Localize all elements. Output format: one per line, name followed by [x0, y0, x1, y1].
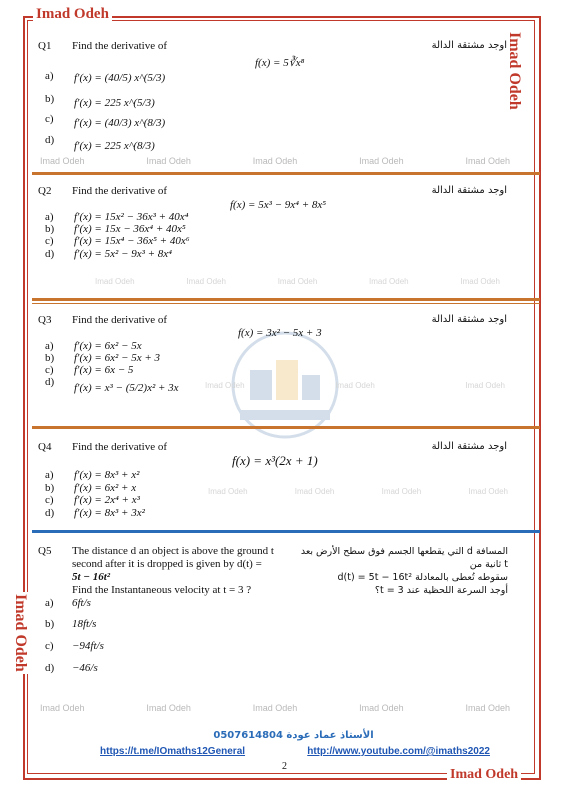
q5-line: 5t − 16t²	[72, 571, 111, 583]
q4-option-a[interactable]: f′(x) = 8x³ + x²	[74, 469, 140, 481]
q3-option-b[interactable]: f′(x) = 6x² − 5x + 3	[74, 352, 161, 364]
watermark-text: Imad Odeh	[146, 156, 191, 166]
q4-option-letter: a)	[45, 469, 54, 481]
q2-arabic-prompt: اوجد مشتقة الدالة	[431, 185, 507, 196]
telegram-link[interactable]: https://t.me/IOmaths12General	[100, 746, 246, 757]
q5-arabic-line: سقوطه تُعطى بالمعادلة d(t) = 5t − 16t²	[337, 572, 508, 583]
q1-option-a[interactable]: f′(x) = (40/5) x^(5/3)	[74, 72, 166, 84]
brand-label-left: Imad Odeh	[12, 594, 29, 672]
section-divider	[32, 172, 540, 175]
teacher-contact: الأستاذ عماد عودة 0507614804	[213, 730, 374, 741]
q4-option-d[interactable]: f′(x) = 8x³ + 3x²	[74, 507, 145, 519]
q3-option-letter: c)	[45, 364, 54, 376]
watermark-text: Imad Odeh	[335, 381, 375, 390]
q3-prompt: Find the derivative of	[72, 314, 168, 326]
q3-arabic-prompt: اوجد مشتقة الدالة	[431, 314, 507, 325]
q2-option-letter: a)	[45, 211, 54, 223]
q4-option-letter: b)	[45, 482, 55, 494]
footer-links	[100, 746, 490, 757]
section-divider	[32, 298, 540, 301]
watermark-text: Imad Odeh	[465, 156, 510, 166]
q4-option-c[interactable]: f′(x) = 2x⁴ + x³	[74, 494, 140, 506]
q1-option-letter: a)	[45, 70, 54, 82]
watermark-text: Imad Odeh	[40, 156, 85, 166]
watermark-text: Imad Odeh	[294, 487, 335, 496]
watermark-text: Imad Odeh	[460, 277, 500, 286]
q5-number: Q5	[38, 545, 52, 557]
watermark-row	[40, 703, 510, 713]
q5-option-c[interactable]: −94ft/s	[72, 640, 104, 652]
q4-prompt: Find the derivative of	[72, 441, 168, 453]
q4-arabic-prompt: اوجد مشتقة الدالة	[431, 441, 507, 452]
q1-option-b[interactable]: f′(x) = 225 x^(5/3)	[74, 97, 155, 109]
watermark-text: Imad Odeh	[468, 487, 508, 496]
q1-prompt: Find the derivative of	[72, 40, 168, 52]
section-divider-thin	[32, 303, 540, 304]
q5-option-letter: a)	[45, 597, 54, 609]
q5-arabic-prompt	[296, 545, 508, 597]
q5-option-b[interactable]: 18ft/s	[72, 618, 97, 630]
q3-option-letter: b)	[45, 352, 55, 364]
q3-option-letter: a)	[45, 340, 54, 352]
q1-option-d[interactable]: f′(x) = 225 x^(8/3)	[74, 140, 155, 152]
q3-option-a[interactable]: f′(x) = 6x² − 5x	[74, 340, 142, 352]
page-number: 2	[282, 761, 287, 772]
watermark-text: Imad Odeh	[208, 487, 248, 496]
q3-option-c[interactable]: f′(x) = 6x − 5	[74, 364, 134, 376]
q2-option-letter: c)	[45, 235, 54, 247]
watermark-row	[205, 381, 505, 390]
watermark-text: Imad Odeh	[359, 156, 404, 166]
q5-option-letter: c)	[45, 640, 54, 652]
q2-prompt: Find the derivative of	[72, 185, 168, 197]
q4-function: f(x) = x³(2x + 1)	[232, 453, 318, 468]
q5-option-a[interactable]: 6ft/s	[72, 597, 91, 609]
watermark-text: Imad Odeh	[369, 277, 409, 286]
q5-line: Find the Instantaneous velocity at t = 3 ?	[72, 584, 252, 596]
q3-number: Q3	[38, 314, 52, 326]
q3-function: f(x) = 3x² − 5x + 3	[238, 327, 322, 339]
q1-function: f(x) = 5∛x⁸	[255, 57, 305, 69]
watermark-text: Imad Odeh	[95, 277, 135, 286]
q1-option-letter: c)	[45, 113, 54, 125]
watermark-text: Imad Odeh	[252, 156, 298, 166]
q4-option-letter: d)	[45, 507, 55, 519]
q2-number: Q2	[38, 185, 52, 197]
q4-option-b[interactable]: f′(x) = 6x² + x	[74, 482, 137, 494]
q2-option-letter: b)	[45, 223, 55, 235]
watermark-text: Imad Odeh	[146, 703, 191, 713]
q1-option-c[interactable]: f′(x) = (40/3) x^(8/3)	[74, 117, 166, 129]
q2-option-a[interactable]: f′(x) = 15x² − 36x³ + 40x⁴	[74, 211, 189, 223]
q1-option-letter: b)	[45, 93, 55, 105]
watermark-text: Imad Odeh	[381, 487, 422, 496]
q2-option-letter: d)	[45, 248, 55, 260]
section-divider	[32, 530, 540, 533]
q1-option-letter: d)	[45, 134, 55, 146]
q1-arabic-prompt: اوجد مشتقة الدالة	[431, 40, 507, 51]
watermark-row	[208, 487, 508, 496]
brand-label-top: Imad Odeh	[33, 6, 112, 23]
q3-option-letter: d)	[45, 376, 55, 388]
watermark-text: Imad Odeh	[359, 703, 404, 713]
q5-option-d[interactable]: −46/s	[72, 662, 98, 674]
q5-arabic-line: المسافة d التي يقطعها الجسم فوق سطح الأرض بعد t ثانية من	[300, 546, 508, 570]
q5-line: second after it is dropped is given by d(t) =	[72, 558, 262, 570]
q2-option-c[interactable]: f′(x) = 15x⁴ − 36x⁵ + 40x⁶	[74, 235, 190, 247]
watermark-text: Imad Odeh	[277, 277, 318, 286]
q4-option-letter: c)	[45, 494, 54, 506]
q3-option-d[interactable]: f′(x) = x³ − (5/2)x² + 3x	[74, 382, 179, 394]
watermark-text: Imad Odeh	[40, 703, 85, 713]
q5-line: The distance d an object is above the ground t	[72, 545, 274, 557]
watermark-row	[40, 156, 510, 166]
watermark-row	[95, 277, 500, 286]
watermark-text: Imad Odeh	[252, 703, 298, 713]
q5-option-letter: b)	[45, 618, 55, 630]
q2-function: f(x) = 5x³ − 9x⁴ + 8x⁵	[230, 199, 327, 211]
brand-label-bottom: Imad Odeh	[447, 767, 521, 783]
q5-arabic-line: أوجد السرعة اللحظية عند t = 3؟	[374, 585, 508, 596]
watermark-text: Imad Odeh	[465, 703, 510, 713]
watermark-text: Imad Odeh	[186, 277, 226, 286]
watermark-text: Imad Odeh	[205, 381, 245, 390]
q1-number: Q1	[38, 40, 52, 52]
q2-option-d[interactable]: f′(x) = 5x² − 9x³ + 8x⁴	[74, 248, 173, 260]
q2-option-b[interactable]: f′(x) = 15x − 36x⁴ + 40x⁵	[74, 223, 186, 235]
youtube-link[interactable]: http://www.youtube.com/@imaths2022	[307, 746, 490, 757]
watermark-text: Imad Odeh	[465, 381, 505, 390]
q5-english-prompt	[72, 545, 282, 597]
q5-option-letter: d)	[45, 662, 55, 674]
section-divider	[32, 426, 540, 429]
q4-number: Q4	[38, 441, 52, 453]
brand-label-right: Imad Odeh	[506, 32, 523, 110]
